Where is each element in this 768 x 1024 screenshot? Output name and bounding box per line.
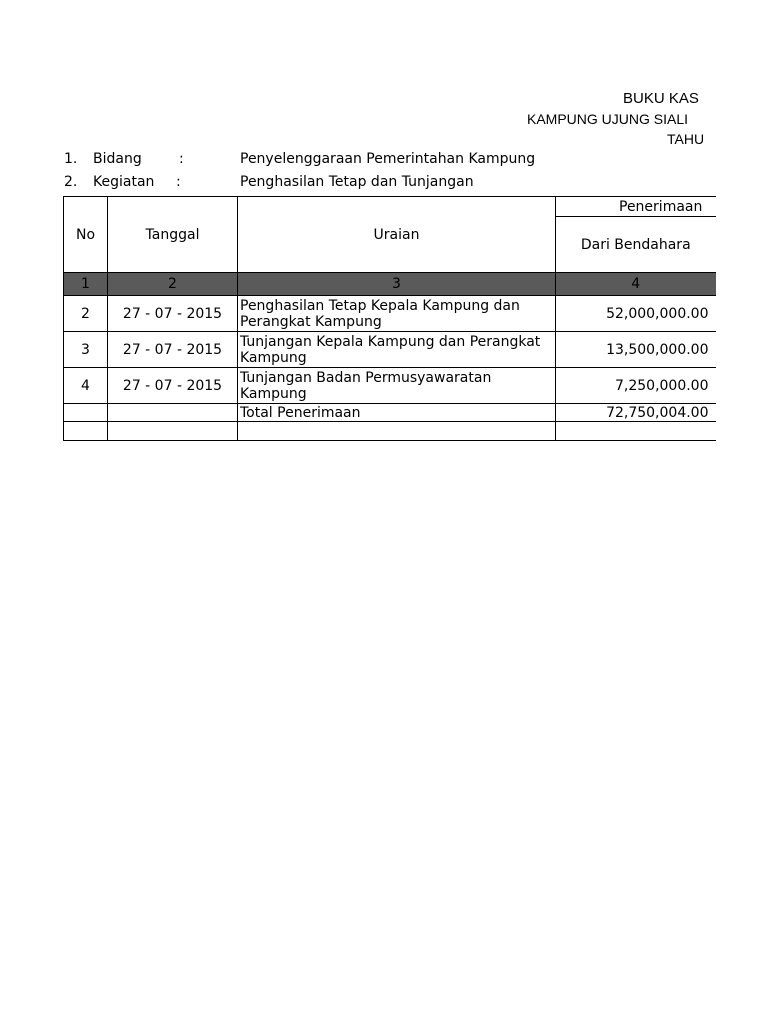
blank-row <box>64 422 716 441</box>
row-uraian: Tunjangan Kepala Kampung dan Perangkat Kampung <box>238 332 556 368</box>
table-row <box>64 296 716 332</box>
row-tanggal: 27 - 07 - 2015 <box>108 296 238 332</box>
info-colon: : <box>179 151 184 167</box>
row-tanggal: 27 - 07 - 2015 <box>108 332 238 368</box>
header-dari-bendahara: Dari Bendahara <box>556 217 716 273</box>
info-value: Penghasilan Tetap dan Tunjangan <box>240 174 474 190</box>
header-penerimaan: Penerimaan <box>556 197 716 217</box>
row-amount: 13,500,000.00 <box>556 332 716 368</box>
empty-cell <box>64 422 108 441</box>
row-uraian: Tunjangan Badan Permusyawaratan Kampung <box>238 368 556 404</box>
row-amount: 52,000,000.00 <box>556 296 716 332</box>
empty-cell <box>64 404 108 422</box>
document-subtitle: KAMPUNG UJUNG SIALI <box>527 111 689 127</box>
header-row <box>64 197 716 217</box>
total-amount: 72,750,004.00 <box>556 404 716 422</box>
row-tanggal: 27 - 07 - 2015 <box>108 368 238 404</box>
info-label: Kegiatan <box>93 174 155 190</box>
cash-book-table <box>63 196 716 441</box>
column-index: 3 <box>238 273 556 296</box>
header-no: No <box>64 197 108 273</box>
header-uraian: Uraian <box>238 197 556 273</box>
column-index: 2 <box>108 273 238 296</box>
header-tanggal: Tanggal <box>108 197 238 273</box>
info-number: 1. <box>64 151 78 167</box>
row-no: 3 <box>64 332 108 368</box>
table-row <box>64 368 716 404</box>
column-index: 1 <box>64 273 108 296</box>
row-no: 2 <box>64 296 108 332</box>
document-year-label: TAHU <box>667 131 705 147</box>
empty-cell <box>108 422 238 441</box>
total-row <box>64 404 716 422</box>
column-index-row <box>64 273 716 296</box>
empty-cell <box>238 422 556 441</box>
document-title: BUKU KAS <box>623 90 699 107</box>
row-uraian: Penghasilan Tetap Kepala Kampung dan Perangkat Kampung <box>238 296 556 332</box>
empty-cell <box>108 404 238 422</box>
total-label: Total Penerimaan <box>238 404 556 422</box>
row-no: 4 <box>64 368 108 404</box>
info-label: Bidang <box>93 151 142 167</box>
info-colon: : <box>176 174 181 190</box>
info-value: Penyelenggaraan Pemerintahan Kampung <box>240 151 536 167</box>
table-row <box>64 332 716 368</box>
row-amount: 7,250,000.00 <box>556 368 716 404</box>
info-number: 2. <box>64 174 78 190</box>
empty-cell <box>556 422 716 441</box>
column-index: 4 <box>556 273 716 296</box>
